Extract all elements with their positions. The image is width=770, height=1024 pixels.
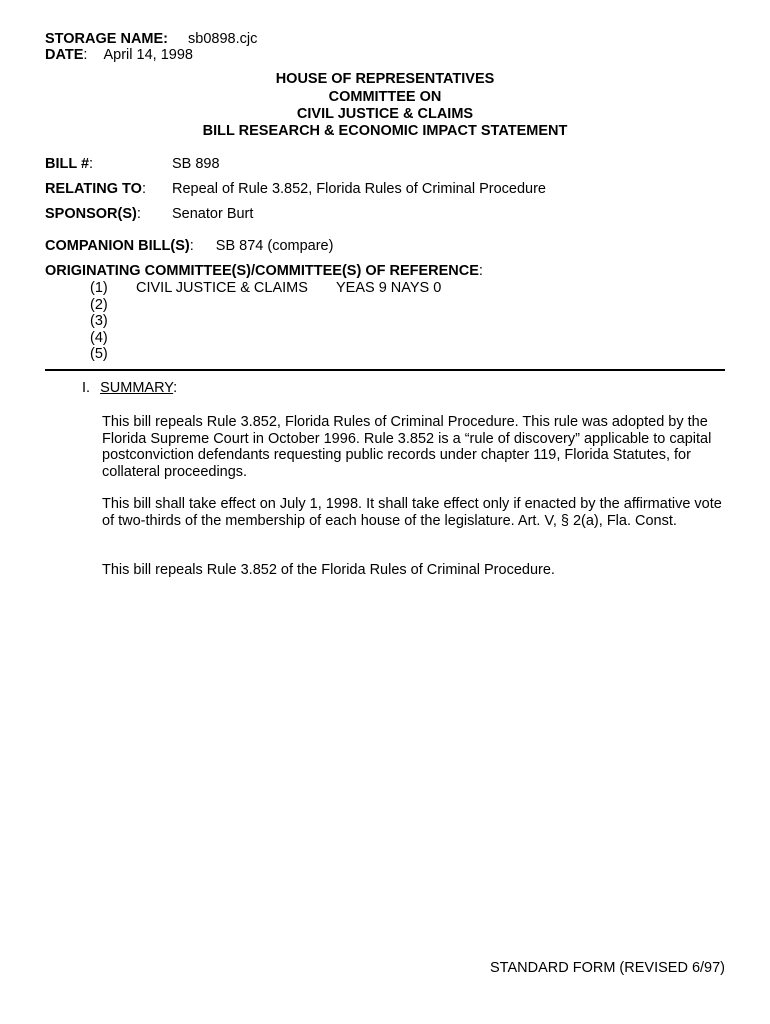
summary-title: SUMMARY — [100, 380, 174, 396]
date-label: DATE — [45, 47, 84, 63]
committee-num-3: (3) — [90, 313, 108, 329]
summary-paragraph-2: This bill shall take effect on July 1, 1998. It shall take effect only if enacted by the affirmative vote of two-thirds of the membership of each house of the legislature. Art. V, § 2(a), Fla. Const. — [102, 496, 722, 529]
header-line-4: BILL RESEARCH & ECONOMIC IMPACT STATEMENT — [202, 123, 568, 139]
committee-vote-1: YEAS 9 NAYS 0 — [336, 280, 442, 296]
relating-to-label: RELATING TO — [45, 181, 142, 197]
header-line-3: CIVIL JUSTICE & CLAIMS — [296, 106, 474, 122]
committee-name-1: CIVIL JUSTICE & CLAIMS — [136, 280, 308, 296]
companion-bill-value: SB 874 (compare) — [215, 238, 334, 254]
committee-num-4: (4) — [90, 330, 108, 346]
section-divider — [45, 369, 725, 371]
bill-number-value: SB 898 — [172, 156, 220, 172]
storage-name-row: STORAGE NAME: sb0898.cjc — [45, 31, 258, 47]
bill-number-row: BILL #: — [45, 156, 94, 172]
sponsor-row: SPONSOR(S): — [45, 206, 141, 222]
summary-paragraph-3: This bill repeals Rule 3.852 of the Florida Rules of Criminal Procedure. — [102, 562, 555, 578]
committee-num-1: (1) — [90, 280, 108, 296]
companion-bill-label: COMPANION BILL(S) — [45, 238, 190, 254]
storage-name-label: STORAGE NAME — [45, 31, 164, 47]
committees-label: ORIGINATING COMMITTEE(S)/COMMITTEE(S) OF REFERENCE — [45, 263, 479, 279]
sponsor-label: SPONSOR(S) — [45, 206, 137, 222]
header-line-1: HOUSE OF REPRESENTATIVES — [275, 71, 495, 87]
standard-form-footer: STANDARD FORM (REVISED 6/97) — [490, 960, 725, 976]
summary-heading: I. SUMMARY: — [82, 380, 178, 396]
relating-to-value: Repeal of Rule 3.852, Florida Rules of Criminal Procedure — [172, 181, 546, 197]
header-line-2: COMMITTEE ON — [328, 89, 442, 105]
companion-bill-row: COMPANION BILL(S): SB 874 (compare) — [45, 238, 334, 254]
summary-paragraph-1: This bill repeals Rule 3.852, Florida Rules of Criminal Procedure. This rule was adopted by the Florida Supreme Court in October 1996. Rule 3.852 is a “rule of discovery” applicable to capital postconviction defendants requesting public records under chapter 119, Florida Statutes, for collateral proceedings. — [102, 414, 712, 480]
storage-name-value: sb0898.cjc — [188, 31, 258, 47]
committee-num-2: (2) — [90, 297, 108, 313]
summary-numeral: I. — [82, 380, 91, 396]
sponsor-value: Senator Burt — [172, 206, 254, 222]
committees-heading: ORIGINATING COMMITTEE(S)/COMMITTEE(S) OF REFERENCE: — [45, 263, 483, 279]
relating-to-row: RELATING TO: — [45, 181, 146, 197]
committee-num-5: (5) — [90, 346, 108, 362]
bill-number-label: BILL # — [45, 156, 90, 172]
date-value: April 14, 1998 — [103, 47, 193, 63]
date-row: DATE: April 14, 1998 — [45, 47, 193, 63]
